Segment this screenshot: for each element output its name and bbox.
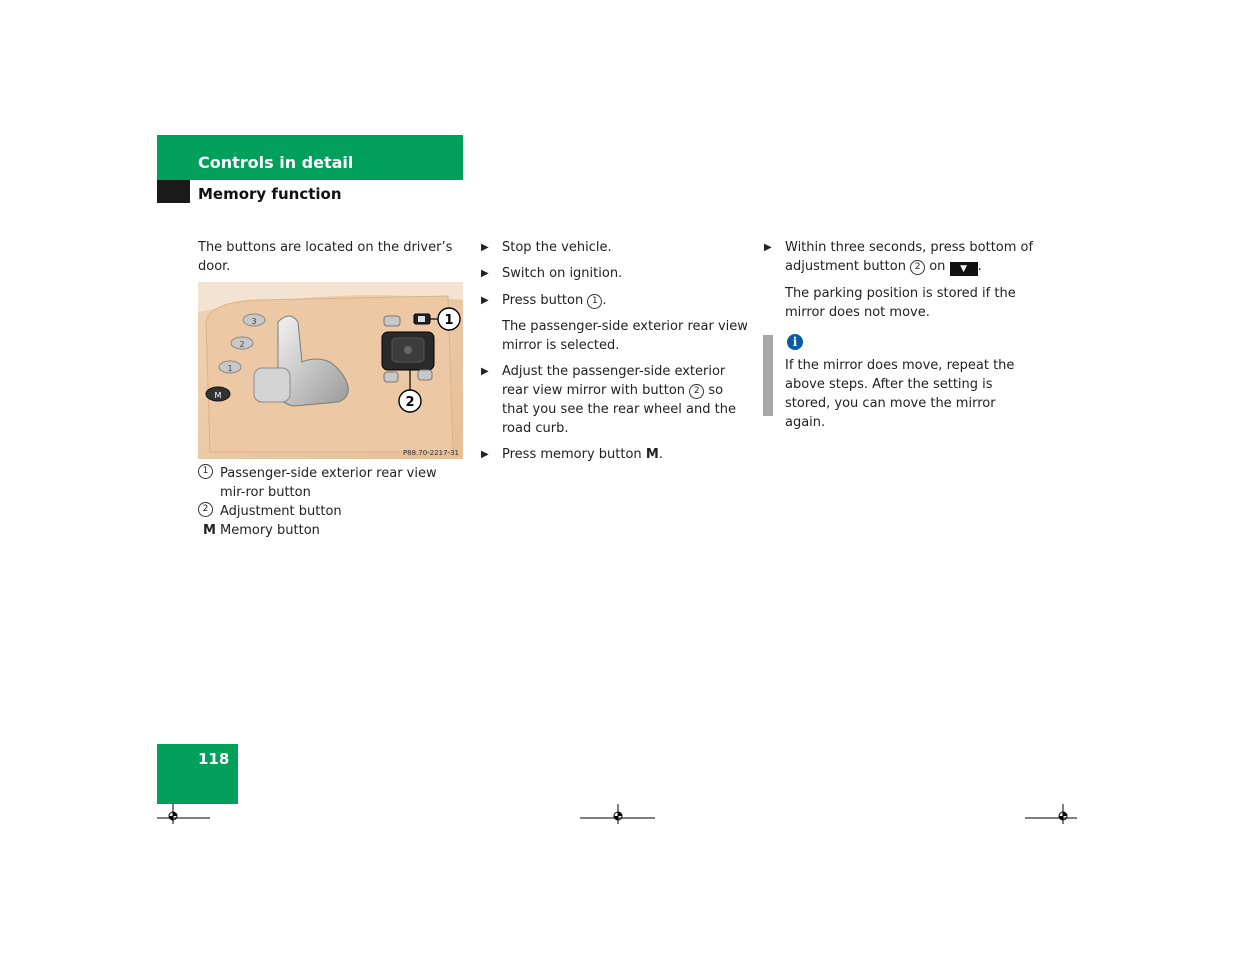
seat-button-1-label: 1 xyxy=(227,364,233,373)
store-steps xyxy=(764,238,1034,322)
legend-key-2: 2 xyxy=(198,502,213,517)
door-panel-illustration xyxy=(198,282,463,459)
step-text-mid: on xyxy=(925,259,950,274)
step-text-end: . xyxy=(977,259,982,274)
legend-text-1: Passenger-side exterior rear view mir-ror button xyxy=(220,466,437,500)
seat-button-2-label: 2 xyxy=(239,340,245,349)
ref-2: 2 xyxy=(910,260,925,275)
step-text: Switch on ignition. xyxy=(502,266,623,281)
step-text-end: so that you see the rear wheel and the road curb. xyxy=(502,383,736,436)
legend-item-memory-button xyxy=(198,521,463,540)
step-press-button-1 xyxy=(481,291,751,310)
step-press-bottom xyxy=(764,238,1034,276)
step-text: Within three seconds, press bottom of adjustment button xyxy=(785,240,1034,274)
subsection-title: Memory function xyxy=(198,185,342,203)
legend-key-1: 1 xyxy=(198,464,213,479)
figure-legend xyxy=(198,464,463,540)
crop-mark-center xyxy=(578,800,658,826)
result-text: The parking position is stored if the mirror does not move. xyxy=(785,286,1016,320)
legend-key-m: M xyxy=(203,523,216,538)
step-text-end: . xyxy=(658,447,663,462)
step-text: Stop the vehicle. xyxy=(502,240,612,255)
section-title: Controls in detail xyxy=(198,153,354,172)
figure-code: P88.70-2217-31 xyxy=(402,449,459,457)
legend-item-adjustment-button xyxy=(198,502,463,521)
step-text: Press memory button xyxy=(502,447,646,462)
step-text: Press button xyxy=(502,293,588,308)
ref-1: 1 xyxy=(587,294,602,309)
down-arrow-icon: ▼ xyxy=(950,262,978,276)
legend-item-mirror-button xyxy=(198,464,463,502)
step-text: Adjust the passenger-side exterior rear view mirror with button xyxy=(502,364,726,398)
door-controls-figure xyxy=(198,282,463,459)
info-text: If the mirror does move, repeat the above steps. After the setting is stored, you can move the mirror again. xyxy=(785,358,1015,430)
legend-text-3: Memory button xyxy=(220,523,320,538)
subsection-marker xyxy=(157,180,190,203)
crop-mark-left xyxy=(157,800,217,826)
bullet-arrow-icon: ▶ xyxy=(481,268,489,279)
seat-button-3-label: 3 xyxy=(251,317,257,326)
callout-1: 1 xyxy=(444,313,454,328)
page-number: 118 xyxy=(198,750,230,768)
legend-text-2: Adjustment button xyxy=(220,504,342,519)
step-text-end: . xyxy=(602,293,607,308)
bullet-arrow-icon: ▶ xyxy=(481,449,489,460)
intro-text: The buttons are located on the driver’s door. xyxy=(198,240,453,274)
step-stop-vehicle xyxy=(481,238,751,257)
procedure-steps xyxy=(481,238,751,464)
memory-button-graphic-label: M xyxy=(214,391,222,400)
crop-mark-right xyxy=(1023,800,1083,826)
step-adjust-mirror xyxy=(481,362,751,438)
info-icon: i xyxy=(787,334,803,350)
bullet-arrow-icon: ▶ xyxy=(481,366,489,377)
step-press-memory xyxy=(481,445,751,464)
step-note-mirror-selected: The passenger-side exterior rear view mirror is selected. xyxy=(502,319,748,353)
bullet-arrow-icon: ▶ xyxy=(481,242,489,253)
bullet-arrow-icon: ▶ xyxy=(764,242,772,253)
step-switch-ignition xyxy=(481,264,751,283)
bullet-arrow-icon: ▶ xyxy=(481,295,489,306)
callout-2: 2 xyxy=(405,395,415,410)
info-bar xyxy=(763,335,773,416)
memory-key: M xyxy=(645,447,659,462)
ref-2: 2 xyxy=(689,384,704,399)
